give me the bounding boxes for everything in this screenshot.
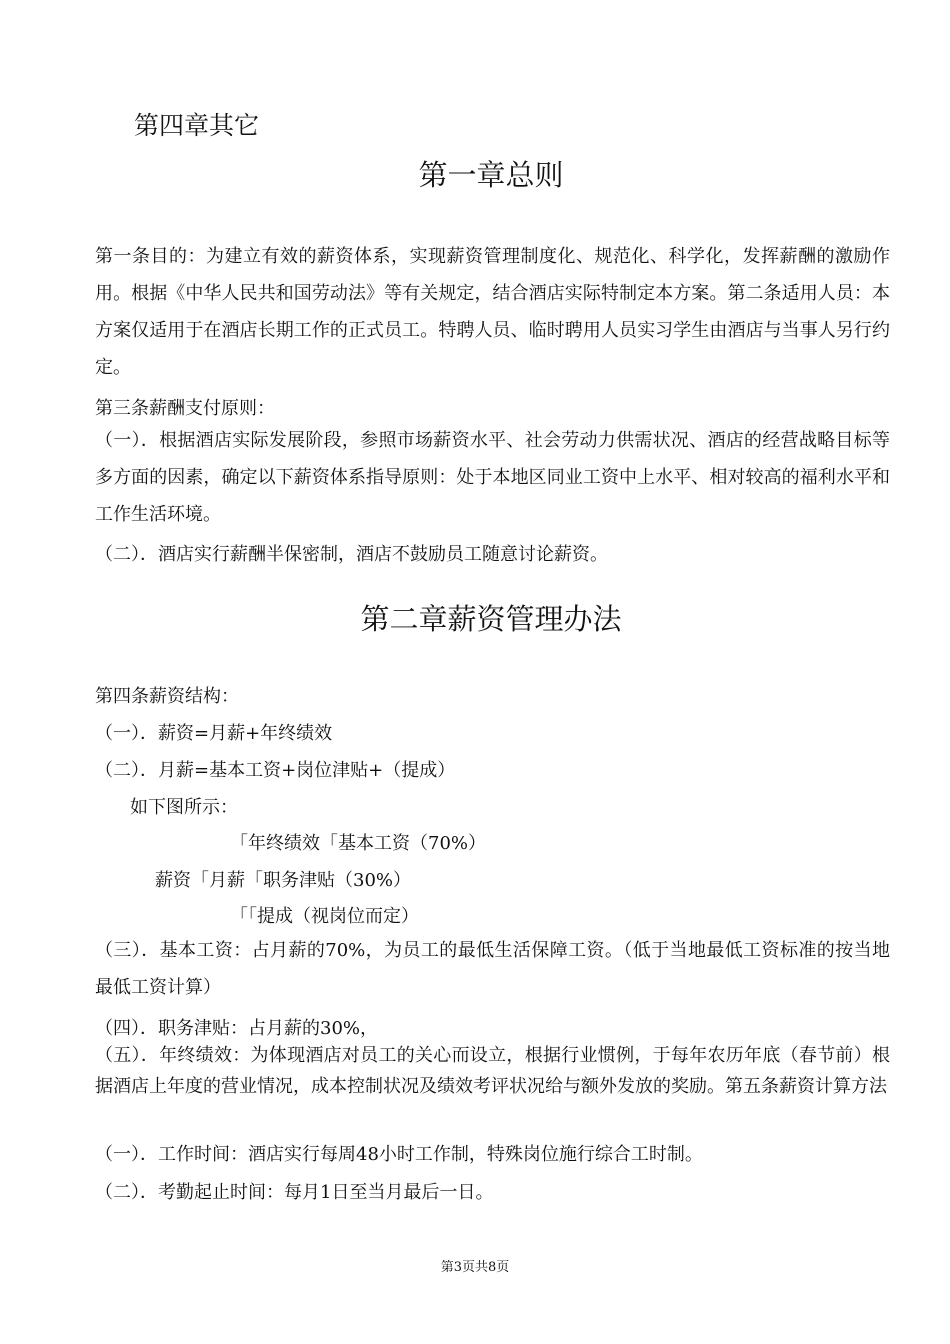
article4-item-3: （三）．基本工资：占月薪的70%，为员工的最低生活保障工资。（低于当地最低工资标准的按当地最低工资计算） <box>95 940 890 998</box>
article5-item-1: （一）．工作时间：酒店实行每周48小时工作制，特殊岗位施行综合工时制。 <box>95 1144 703 1165</box>
article4-title: 第四条薪资结构： <box>95 686 239 707</box>
paragraph-articles-1-2: 第一条目的：为建立有效的薪资体系，实现薪资管理制度化、规范化、科学化，发挥薪酬的激励作用。根据《中华人民共和国劳动法》等有关规定，结合酒店实际特制定本方案。第二条适用人员：本方案仅适用于在酒店长期工作的正式员工。特聘人员、临时聘用人员实习学生由酒店与当事人另行约定。 <box>95 246 890 378</box>
page-footer: 第3页共8页 <box>440 1260 510 1275</box>
chapter-title-general: 第一章总则 <box>418 158 564 192</box>
chapter-heading-other: 第四章其它 <box>134 111 260 140</box>
article3-item-2: （二）．酒店实行薪酬半保密制，酒店不鼓励员工随意讨论薪资。 <box>95 544 608 565</box>
article4-item-2: （二）．月薪=基本工资+岗位津贴+（提成） <box>95 760 456 781</box>
article4-item-4: （四）．职务津贴：占月薪的30%， <box>95 1018 379 1039</box>
diagram-line-1: 「年终绩效「基本工资（70%） <box>230 833 487 854</box>
diagram-line-3: 「「提成（视岗位而定） <box>230 906 419 927</box>
article4-item-5: （五）．年终绩效：为体现酒店对员工的关心而设立，根据行业惯例，于每年农历年底（春节前）根据酒店上年度的营业情况，成本控制状况及绩效考评状况给与额外发放的奖励。第五条薪资计算方法 <box>95 1045 890 1097</box>
article3-item-1: （一）．根据酒店实际发展阶段，参照市场薪资水平、社会劳动力供需状况、酒店的经营战略目标等多方面的因素，确定以下薪资体系指导原则：处于本地区同业工资中上水平、相对较高的福利水平和工作生活环境。 <box>95 430 890 525</box>
article5-item-2: （二）．考勤起止时间：每月1日至当月最后一日。 <box>95 1182 494 1203</box>
article3-title: 第三条薪酬支付原则： <box>95 398 275 419</box>
chapter-title-salary: 第二章薪资管理办法 <box>360 602 622 636</box>
figure-intro: 如下图所示： <box>130 797 238 818</box>
diagram-line-2: 薪资「月薪「职务津贴（30%） <box>155 870 412 891</box>
article4-item-1: （一）．薪资=月薪+年终绩效 <box>95 723 333 744</box>
